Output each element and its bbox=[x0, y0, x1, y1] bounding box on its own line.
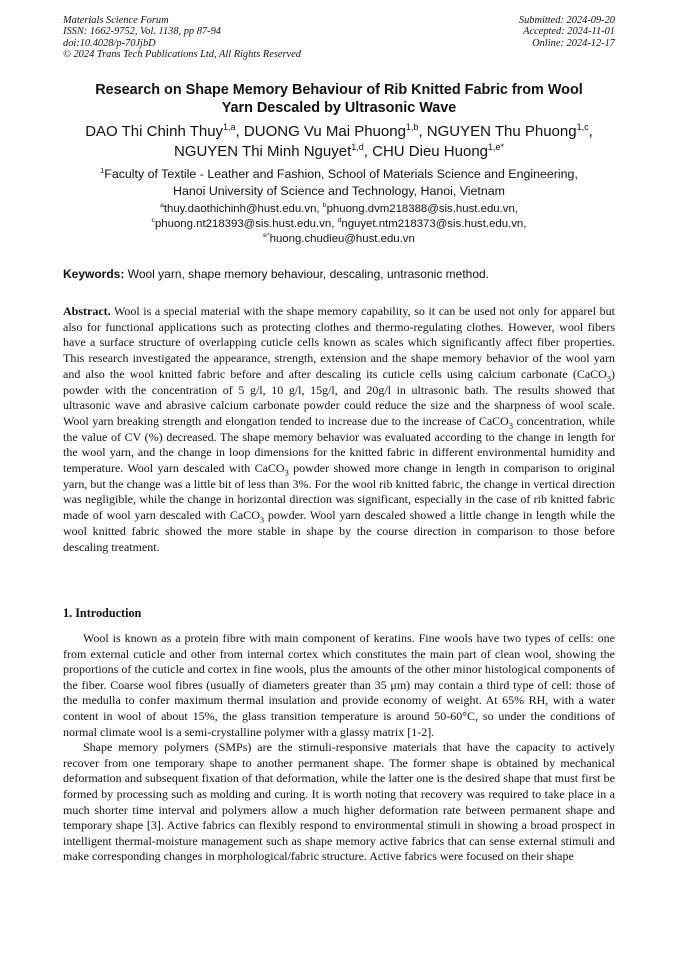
affiliation-line-2: Hanoi University of Science and Technology, Hanoi, Vietnam bbox=[173, 184, 505, 198]
abstract-text: powder showed more change in length in comparison to original yarn, but the change was a little bit of less than 3%. For the wool rib knitted fabric, the change in vertical direction was negligible, while the change in horizontal direction was significant, especially in the case of rib knitted fabric made of wool yarn descaled with CaCO bbox=[63, 461, 616, 523]
keywords-text: Wool yarn, shape memory behaviour, descaling, untrasonic method. bbox=[127, 267, 490, 281]
email-link[interactable]: phuong.nt218393@sis.hust.edu.vn, bbox=[154, 218, 335, 230]
doi: doi:10.4028/p-70JjbD bbox=[63, 37, 156, 49]
author-name: DAO Thi Chinh Thuy bbox=[85, 123, 224, 140]
paragraph: Shape memory polymers (SMPs) are the stimuli-responsive materials that have the capacity to actively recover from one temporary shape to another permanent shape. The former shape is obtained by mechanical deformation and subsequent fixation of that deformation, while the latter one is the desired shape that must first be formed by processing such as molding and curing. It is worth noting that recovery was required to take place in a much shorter time interval and polymers allow a much higher deformation rate between permanent shape and temporary shape [3]. Active fabrics can flexibly respond to environmental stimuli in showing a broad prospect in intelligent thermal-moisture management such as shape memory active fabrics that can sense external stimuli and make corresponding changes in morphological/fabric structure. Active fabrics were focused on their shape bbox=[63, 740, 615, 864]
issn: ISSN: 1662-9752, Vol. 1138, pp 87-94 bbox=[63, 26, 221, 38]
abstract bbox=[63, 304, 615, 555]
subscript: 3 bbox=[606, 374, 611, 384]
keywords bbox=[63, 267, 615, 282]
author-name: CHU Dieu Huong bbox=[372, 143, 489, 160]
affiliation-sup: 1 bbox=[100, 165, 105, 175]
email-sup: e* bbox=[263, 232, 270, 240]
online-date: Online: 2024-12-17 bbox=[532, 37, 615, 49]
email-list bbox=[55, 202, 623, 247]
affiliation bbox=[55, 166, 623, 200]
email-sup: a bbox=[160, 202, 164, 210]
email-sup: c bbox=[151, 217, 155, 225]
paragraph: Wool is known as a protein fibre with main component of keratins. Fine wools have two types of cells: one from external cuticle and other from internal cortex which constitutes the main part of clean wool, showing the proportions of the cuticle and cortex in fine wools, plus the amounts of the other minor histological components of the fiber. Coarse wool fibres (usually of diameters greater than 35 μm) may contain a third type of cell: those of the medulla to confer maximum thermal insulation and provide economy of weight. At 65% RH, with a water content in wool of about 15%, the glass transition temperature is around 50-60°C, so under the conditions of normal climate wool is a semi-crystalline polymer with a glassy matrix [1-2]. bbox=[63, 631, 615, 739]
keywords-label: Keywords: bbox=[63, 267, 125, 281]
email-link[interactable]: thuy.daothichinh@hust.edu.vn, bbox=[163, 203, 320, 215]
submitted-date: Submitted: 2024-09-20 bbox=[518, 15, 615, 26]
author-sup: 1,a bbox=[223, 122, 236, 132]
email-link[interactable]: nguyet.ntm218373@sis.hust.edu.vn, bbox=[341, 218, 527, 230]
accepted-date: Accepted: 2024-11-01 bbox=[523, 26, 615, 38]
abstract-text: powder. Wool yarn descaled showed a little change in length while the wool knitted fabric showed the more stable in shape by the course direction in comparison to those before descaling treatment. bbox=[63, 508, 615, 554]
author-name: NGUYEN Thi Minh Nguyet bbox=[173, 143, 352, 160]
title-line-1: Research on Shape Memory Behaviour of Rib Knitted Fabric from Wool bbox=[95, 82, 583, 98]
affiliation-line-1: Faculty of Textile - Leather and Fashion, School of Materials Science and Engineering, bbox=[104, 167, 578, 181]
abstract-text: Wool is a special material with the shape memory capability, so it can be used not only for apparel but also for functional applications such as protecting clothes and thermo-regulating clothes. However, wool fibers have a surface structure of overlapping cuticle cells known as scales which significantly affect fiber properties. This research investigated the appearance, strength, extension and the shape memory behavior of the wool yarn and also the wool knitted fabric before and after descaling its cuticle cells using calcium carbonate (CaCO bbox=[63, 304, 615, 381]
copyright: © 2024 Trans Tech Publications Ltd, All Rights Reserved bbox=[63, 49, 301, 61]
email-sup: d bbox=[337, 217, 342, 225]
author-sup: 1,b bbox=[405, 122, 419, 132]
abstract-text: ) powder with the concentration of 5 g/l, 10 g/l, 15g/l, and 20g/l in ultrasonic bath. The results showed that ultrasonic wave and abrasive calcium carbonate powder could reduce the size and the sharpness of wool scale. Wool yarn breaking strength and elongation tended to increase due to the increase of CaCO bbox=[63, 366, 615, 428]
introduction-body bbox=[63, 631, 615, 865]
journal-header-left bbox=[63, 15, 301, 61]
author-name: DUONG Vu Mai Phuong bbox=[243, 123, 406, 140]
author-name: NGUYEN Thu Phuong bbox=[426, 123, 577, 140]
email-link[interactable]: phuong.dvm218388@sis.hust.edu.vn, bbox=[326, 203, 518, 215]
abstract-label: Abstract. bbox=[63, 304, 111, 318]
author-sup: 1,c bbox=[576, 122, 589, 132]
subscript: 3 bbox=[508, 421, 514, 431]
subscript: 3 bbox=[284, 468, 289, 478]
author-sup: 1,d bbox=[351, 142, 364, 152]
abstract-text: concentration, while the value of CV (%) decreased. The shape memory behavior was evaluated according to the change in length for the wool yarn, and the change in loop dimensions for the knitted fabric in different environmental humidity and temperature. Wool yarn descaled with CaCO bbox=[63, 413, 616, 476]
email-link[interactable]: huong.chudieu@hust.edu.vn bbox=[269, 233, 415, 245]
title-line-2: Yarn Descaled by Ultrasonic Wave bbox=[221, 100, 457, 116]
paper-title bbox=[55, 81, 623, 117]
subscript: 3 bbox=[259, 515, 265, 525]
author-sup: 1,e* bbox=[488, 142, 505, 152]
section-heading: 1. Introduction bbox=[63, 606, 142, 620]
journal-name: Materials Science Forum bbox=[63, 15, 169, 26]
email-sup: b bbox=[322, 202, 327, 210]
journal-header-right bbox=[519, 15, 615, 49]
author-list: DAO Thi Chinh Thuy$^{1,a}$, DUONG Vu Mai Phuong$^{1,b}$, NGUYEN Thu Phuong$^{1,c}$, NGUYEN Thi Minh Nguyet$^{1,d}$, CHU Dieu Huong$^{1,e*}$ bbox=[85, 122, 593, 160]
